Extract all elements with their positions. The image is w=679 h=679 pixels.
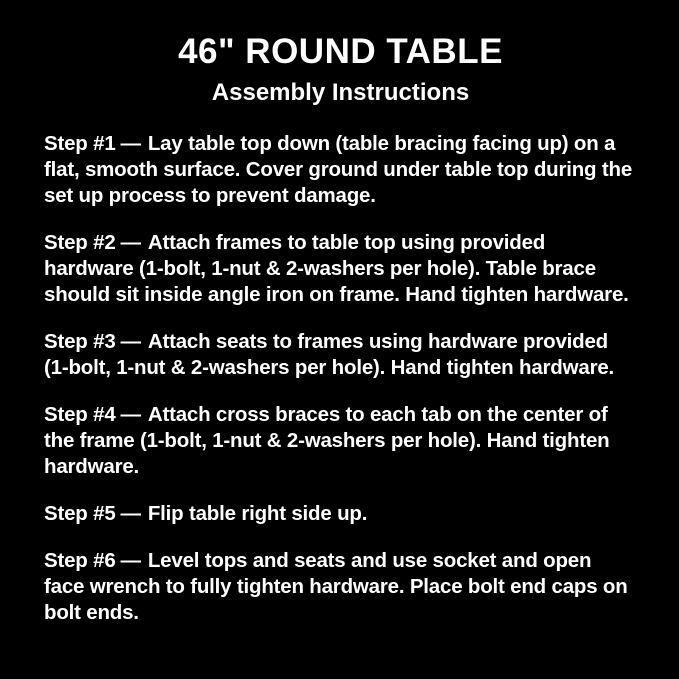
step-2-label: Step #2 <box>44 230 116 254</box>
step-5-text: Flip table right side up. <box>147 502 368 526</box>
step-4 <box>44 402 637 480</box>
step-6-text: Level tops and seats and use socket and open face wrench to fully tighten hardware. Place bolt end caps on bolt ends. <box>44 549 628 625</box>
page-title: 46" ROUND TABLE <box>178 32 503 71</box>
step-2 <box>44 230 637 308</box>
step-3 <box>44 329 637 381</box>
step-1-dash: — <box>120 131 141 155</box>
step-6-label: Step #6 <box>44 549 116 573</box>
step-2-dash: — <box>120 230 141 254</box>
step-3-label: Step #3 <box>44 329 116 353</box>
step-3-text: Attach seats to frames using hardware provided (1-bolt, 1-nut & 2-washers per hole). Hand tighten hardware. <box>44 329 615 379</box>
step-4-label: Step #4 <box>44 403 116 426</box>
step-4-dash: — <box>120 403 141 426</box>
step-2-text: Attach frames to table top using provided hardware (1-bolt, 1-nut & 2-washers per hole). Table brace should sit inside angle iron on frame. Hand tighten hardware. <box>44 230 629 306</box>
step-5-label: Step #5 <box>44 502 116 526</box>
step-5 <box>44 501 637 527</box>
step-1 <box>44 131 637 209</box>
step-1-text: Lay table top down (table bracing facing up) on a flat, smooth surface. Cover ground under table top during the set up process to prevent damage. <box>44 131 633 207</box>
step-5-dash: — <box>120 502 141 526</box>
step-6 <box>44 548 637 626</box>
page-subtitle: Assembly Instructions <box>211 78 470 106</box>
step-4-text: Attach cross braces to each tab on the center of the frame (1-bolt, 1-nut & 2-washers per hole). Hand tighten hardware. <box>44 403 610 479</box>
step-6-dash: — <box>120 549 141 573</box>
step-3-dash: — <box>120 329 141 353</box>
step-1-label: Step #1 <box>44 131 116 155</box>
